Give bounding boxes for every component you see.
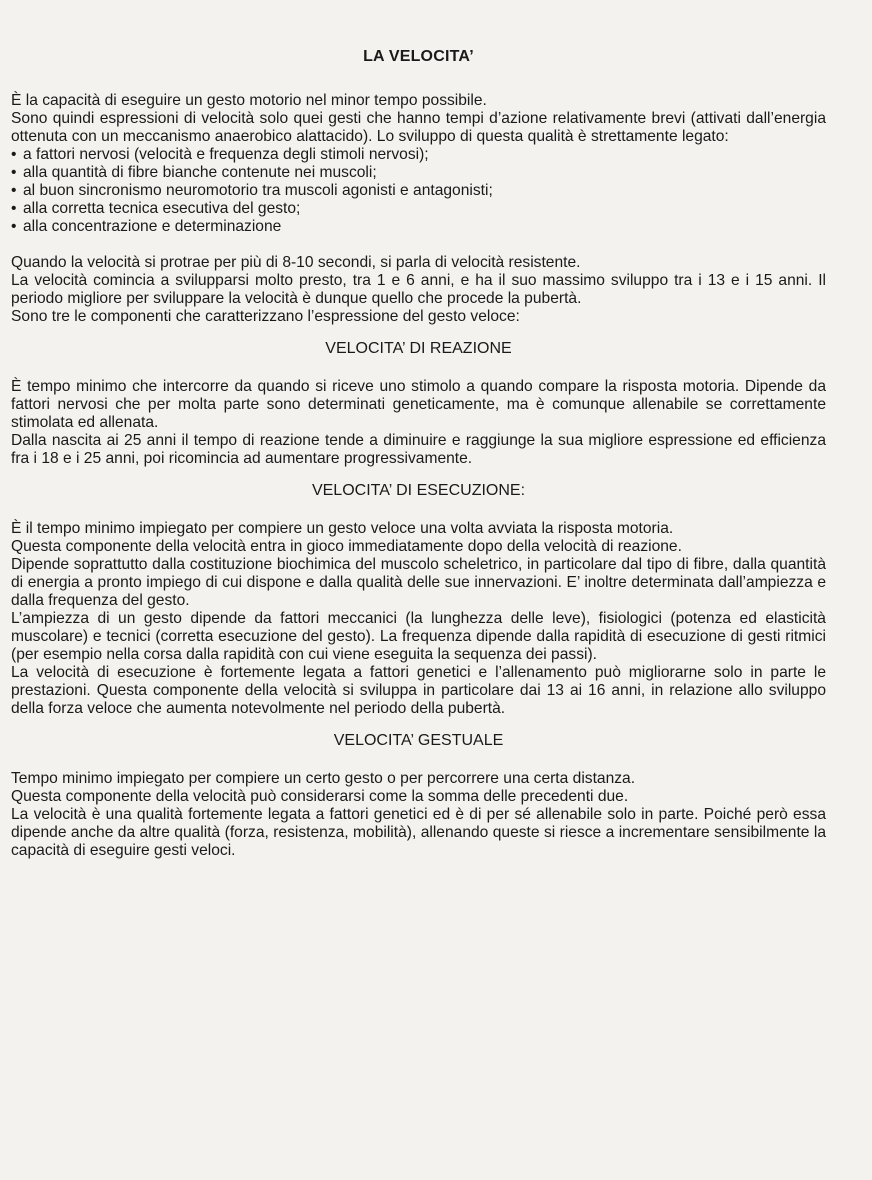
esecuzione-paragraph-4: L’ampiezza di un gesto dipende da fattori meccanici (la lunghezza delle leve), fisiologici (potenza ed elasticità muscolare) e tecnici (corretta esecuzione del gesto). La frequenza dipende dalla rapidità di esecuzione di gesti ritmici (per esempio nella corsa dalla rapidità con cui viene eseguita la sequenza dei passi). — [11, 610, 826, 663]
section-heading-gestuale: VELOCITA’ GESTUALE — [333, 732, 504, 749]
list-item: • al buon sincronismo neuromotorio tra muscoli agonisti e antagonisti; — [11, 182, 826, 200]
page-title: LA VELOCITA’ — [363, 48, 474, 65]
reazione-paragraph-2: Dalla nascita ai 25 anni il tempo di reazione tende a diminuire e raggiunge la sua migliore espressione ed efficienza fra i 18 e i 25 anni, poi ricomincia ad aumentare progressivamente. — [11, 432, 826, 467]
spacer — [11, 236, 826, 254]
list-item: • alla concentrazione e determinazione — [11, 218, 826, 236]
factors-list — [11, 146, 826, 236]
gestuale-paragraph-2: Questa componente della velocità può considerarsi come la somma delle precedenti due. — [11, 788, 629, 805]
esecuzione-paragraph-1: È il tempo minimo impiegato per compiere un gesto veloce una volta avviata la risposta motoria. — [11, 520, 674, 537]
section-heading-esecuzione: VELOCITA’ DI ESECUZIONE: — [311, 482, 526, 499]
section-heading-reazione: VELOCITA’ DI REAZIONE — [325, 340, 512, 357]
list-item: • a fattori nervosi (velocità e frequenza degli stimoli nervosi); — [11, 146, 826, 164]
resistant-speed-paragraph: Quando la velocità si protrae per più di 8-10 secondi, si parla di velocità resistente. — [11, 254, 581, 271]
list-item: • alla quantità di fibre bianche contenute nei muscoli; — [11, 164, 826, 182]
list-item: • alla corretta tecnica esecutiva del gesto; — [11, 200, 826, 218]
reazione-paragraph-1: È tempo minimo che intercorre da quando si riceve uno stimolo a quando compare la risposta motoria. Dipende da fattori nervosi che per molta parte sono determinati geneticamente, ma è comunque allenabile se correttamente stimolata ed allenata. — [11, 378, 826, 431]
gestuale-paragraph-3: La velocità è una qualità fortemente legata a fattori genetici ed è di per sé allenabile solo in parte. Poiché però essa dipende anche da altre qualità (forza, resistenza, mobilità), allenando queste si riesce a incrementare sensibilmente la capacità di eseguire gesti veloci. — [11, 806, 826, 859]
components-intro: Sono tre le componenti che caratterizzano l’espressione del gesto veloce: — [11, 308, 520, 325]
development-paragraph: La velocità comincia a svilupparsi molto presto, tra 1 e 6 anni, e ha il suo massimo sviluppo tra i 13 e i 15 anni. Il periodo migliore per sviluppare la velocità è dunque quello che procede la pubertà. — [11, 272, 826, 307]
esecuzione-paragraph-5: La velocità di esecuzione è fortemente legata a fattori genetici e l’allenamento può migliorarne solo in parte le prestazioni. Questa componente della velocità si sviluppa in particolare dai 13 ai 16 anni, in relazione allo sviluppo della forza veloce che aumenta notevolmente nel periodo della pubertà. — [11, 664, 826, 717]
gestuale-paragraph-1: Tempo minimo impiegato per compiere un certo gesto o per percorrere una certa distanza. — [11, 770, 636, 787]
esecuzione-paragraph-2: Questa componente della velocità entra in gioco immediatamente dopo della velocità di reazione. — [11, 538, 682, 555]
intro-definition: È la capacità di eseguire un gesto motorio nel minor tempo possibile. — [11, 92, 487, 109]
esecuzione-paragraph-3: Dipende soprattutto dalla costituzione biochimica del muscolo scheletrico, in particolare dal tipo di fibre, dalla quantità di energia a pronto impiego di cui dispone e dalla qualità delle sue innervazioni. E’ inoltre determinata dall’ampiezza e dalla frequenza del gesto. — [11, 556, 826, 609]
intro-paragraph: Sono quindi espressioni di velocità solo quei gesti che hanno tempi d’azione relativamente brevi (attivati dall’energia ottenuta con un meccanismo anaerobico alattacido). Lo sviluppo di questa qualità è strettamente legato: — [11, 110, 826, 145]
